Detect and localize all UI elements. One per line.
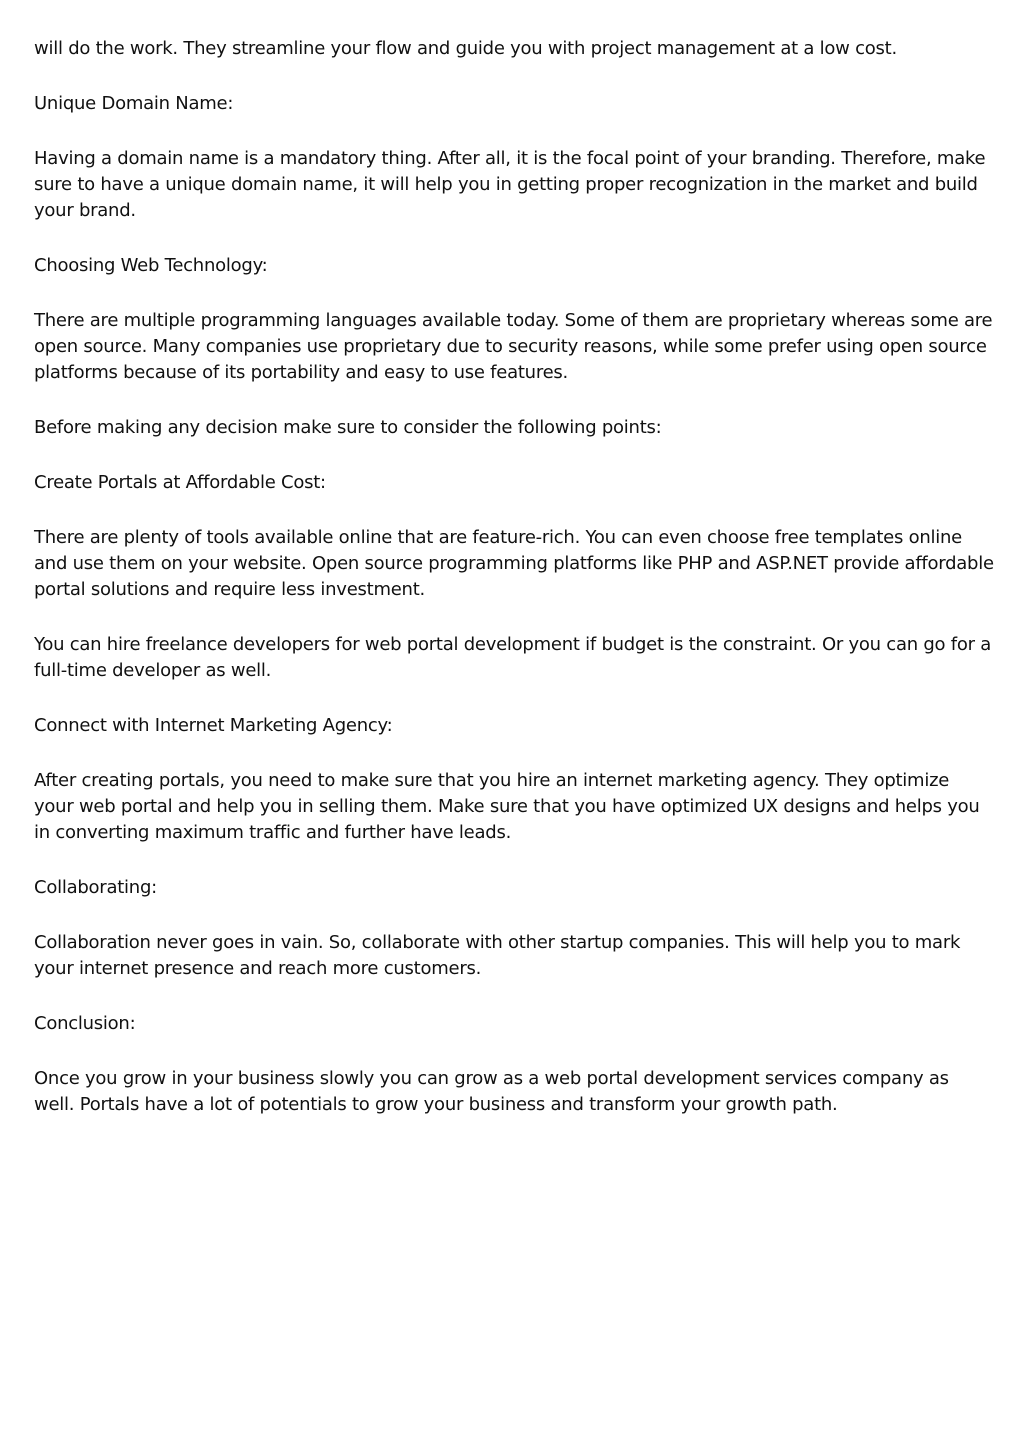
paragraph-conclusion: Once you grow in your business slowly you can grow as a web portal development services company as well. Portals have a lot of potentials to grow your business and transform your growth path. [34, 1068, 949, 1115]
paragraph-collaboration: Collaboration never goes in vain. So, collaborate with other startup companies. This will help you to mark your internet presence and reach more customers. [34, 932, 961, 979]
document-page [34, 36, 994, 1147]
paragraph-intro-continued: will do the work. They streamline your flow and guide you with project management at a low cost. [34, 38, 897, 59]
paragraph-freelance-developers: You can hire freelance developers for web portal development if budget is the constraint. Or you can go for a full-time developer as well. [34, 634, 992, 681]
section-heading-choosing-web-technology: Choosing Web Technology: [34, 255, 268, 276]
section-heading-unique-domain-name: Unique Domain Name: [34, 93, 234, 114]
paragraph-programming-languages: There are multiple programming languages available today. Some of them are proprietary whereas some are open source. Many companies use proprietary due to security reasons, while some prefer using open source platforms because of its portability and easy to use features. [34, 310, 993, 383]
section-heading-collaborating: Collaborating: [34, 877, 157, 898]
paragraph-domain-name: Having a domain name is a mandatory thing. After all, it is the focal point of your branding. Therefore, make sure to have a unique domain name, it will help you in getting proper recognization in the market and build your brand. [34, 148, 986, 221]
paragraph-decision-points: Before making any decision make sure to consider the following points: [34, 417, 662, 438]
section-heading-marketing-agency: Connect with Internet Marketing Agency: [34, 715, 393, 736]
section-heading-conclusion: Conclusion: [34, 1013, 136, 1034]
paragraph-marketing-agency: After creating portals, you need to make sure that you hire an internet marketing agency. They optimize your web portal and help you in selling them. Make sure that you have optimized UX designs and helps you in converting maximum traffic and further have leads. [34, 770, 980, 843]
section-heading-affordable-cost: Create Portals at Affordable Cost: [34, 472, 326, 493]
paragraph-tools-available: There are plenty of tools available online that are feature-rich. You can even choose free templates online and use them on your website. Open source programming platforms like PHP and ASP.NET provide affordable portal solutions and require less investment. [34, 527, 994, 600]
